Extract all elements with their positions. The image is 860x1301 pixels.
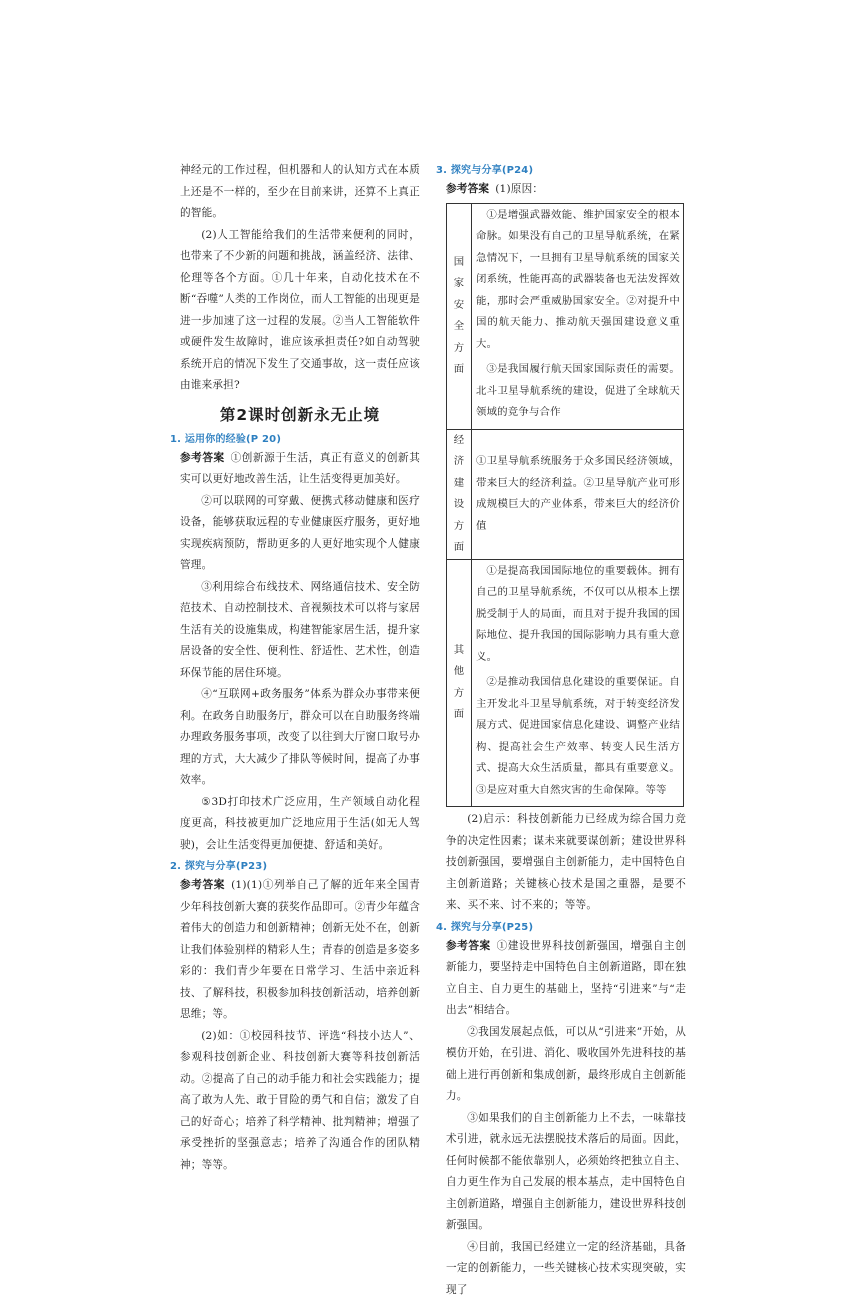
- row-text: ①是提高我国国际地位的重要载体。拥有自己的卫星导航系统，不仅可以从根本上摆脱受制于人的局面，而且对于提升我国的国际地位、提升我国的国际影响力具有重大意义。: [476, 561, 680, 669]
- row-category: 经济建设方面: [447, 429, 472, 559]
- section-1-answer: [180, 448, 420, 491]
- section-1-para: ②可以联网的可穿戴、便携式移动健康和医疗设备，能够获取远程的专业健康医疗服务，更好地实现疾病预防，帮助更多的人更好地实现个人健康管理。: [180, 491, 420, 577]
- answer-label: 参考答案: [180, 879, 225, 891]
- row-text: ③是我国履行航天国家国际责任的需要。北斗卫星导航系统的建设，促进了全球航天领域的竞争与合作: [476, 359, 680, 424]
- section-1-para: ④“互联网+政务服务”体系为群众办事带来便利。在政务自助服务厅，群众可以在自助服务终端办理政务服务事项，改变了以往到大厅窗口取号办理的方式，大大减少了排队等候时间，提高了办事效率。: [180, 684, 420, 792]
- section-1-heading: 1. 运用你的经验(P 20): [170, 431, 420, 448]
- section-2-answer: [180, 875, 420, 1026]
- section-4-para: ③如果我们的自主创新能力上不去，一味靠技术引进，就永远无法摆脱技术落后的局面。因此，任何时候都不能依靠别人，必须始终把独立自主、自力更生作为自己发展的根本基点，走中国特色自主创新道路，增强自主创新能力，建设世界科技创新强国。: [446, 1108, 686, 1237]
- section-1-para: ⑤3D打印技术广泛应用，生产领域自动化程度更高，科技被更加广泛地应用于生活(如无人驾驶)，会让生活变得更加便捷、舒适和美好。: [180, 792, 420, 857]
- answer-text: (1)(1)①列举自己了解的近年来全国青少年科技创新大赛的获奖作品即可。②青少年蕴含着伟大的创造力和创新精神；创新无处不在，创新让我们体验别样的精彩人生；青春的创造是多姿多彩的：我们青少年要在日常学习、生活中亲近科技、了解科技，积极参加科技创新活动，培养创新思维；等。: [180, 879, 420, 1020]
- lesson-title: 第2课时创新永无止境: [180, 403, 420, 427]
- paragraph-2: (2)人工智能给我们的生活带来便利的同时，也带来了不少新的问题和挑战，涵盖经济、法律、伦理等各个方面。①几十年来，自动化技术在不断“吞噬”人类的工作岗位，而人工智能的出现更是进一步加速了这一过程的发展。②当人工智能软件或硬件发生故障时，谁应该承担责任?如自动驾驶系统开启的情况下发生了交通事故，这一责任应该由谁来承担?: [180, 225, 420, 397]
- section-3-heading: 3. 探究与分享(P24): [436, 162, 686, 179]
- answer-text: ①建设世界科技创新强国，增强自主创新能力，要坚持走中国特色自主创新道路，即在独立自主、自力更生的基础上，坚持“引进来”与“走出去”相结合。: [446, 940, 686, 1017]
- answer-text: ①创新源于生活，真正有意义的创新其实可以更好地改善生活，让生活变得更加美好。: [180, 452, 420, 486]
- left-column: [180, 160, 420, 1176]
- section-4-para: ②我国发展起点低，可以从“引进来”开始，从模仿开始，在引进、消化、吸收国外先进科技的基础上进行再创新和集成创新，最终形成自主创新能力。: [446, 1022, 686, 1108]
- table-row: [447, 559, 684, 807]
- answer-label: 参考答案: [180, 452, 225, 464]
- row-body: [472, 559, 684, 807]
- row-text: ②是推动我国信息化建设的重要保证。自主开发北斗卫星导航系统，对于转变经济发展方式、促进国家信息化建设、调整产业结构、提高社会生产效率、转变人民生活方式、提高大众生活质量，都具有重要意义。③是应对重大自然灾害的生命保障。等等: [476, 672, 680, 801]
- section-3-answer: [446, 179, 686, 201]
- section-4-heading: 4. 探究与分享(P25): [436, 919, 686, 936]
- section-4-answer: [446, 936, 686, 1022]
- reasons-table: [446, 203, 684, 808]
- answer-intro: (1)原因：: [495, 183, 543, 195]
- section-4-para: ④目前，我国已经建立一定的经济基础，具备一定的创新能力，一些关键核心技术实现突破，实现了: [446, 1237, 686, 1301]
- table-row: [447, 429, 684, 559]
- row-body: [472, 429, 684, 559]
- row-category: 国家安全方面: [447, 203, 472, 429]
- row-text: ①卫星导航系统服务于众多国民经济领域，带来巨大的经济利益。②卫星导航产业可形成规模巨大的产业体系，带来巨大的经济价值: [476, 451, 680, 537]
- table-row: [447, 203, 684, 429]
- continued-paragraph: 神经元的工作过程，但机器和人的认知方式在本质上还是不一样的，至少在目前来讲，还算不上真正的智能。: [180, 160, 420, 225]
- section-1-para: ③利用综合布线技术、网络通信技术、安全防范技术、自动控制技术、音视频技术可以将与家居生活有关的设施集成，构建智能家居生活，提升家居设备的安全性、便利性、舒适性、艺术性，创造环保节能的居住环境。: [180, 577, 420, 685]
- row-category: 其他方面: [447, 559, 472, 807]
- answer-label: 参考答案: [446, 940, 491, 952]
- row-text: ①是增强武器效能、维护国家安全的根本命脉。如果没有自己的卫星导航系统，在紧急情况下，一旦拥有卫星导航系统的国家关闭系统，性能再高的武器装备也无法发挥效能，那时会严重威胁国家安全。②对提升中国的航天能力、推动航天强国建设意义重大。: [476, 205, 680, 356]
- section-3-after-table: (2)启示：科技创新能力已经成为综合国力竞争的决定性因素；谋未来就要谋创新；建设世界科技创新强国，要增强自主创新能力，走中国特色自主创新道路；关键核心技术是国之重器，是要不来、买不来、讨不来的；等等。: [446, 809, 686, 917]
- right-column: [446, 160, 686, 1301]
- section-2-heading: 2. 探究与分享(P23): [170, 858, 420, 875]
- row-body: [472, 203, 684, 429]
- answer-label: 参考答案: [446, 183, 489, 195]
- section-2-para: (2)如：①校园科技节、评选“科技小达人”、参观科技创新企业、科技创新大赛等科技创新活动。②提高了自己的动手能力和社会实践能力；提高了敢为人先、敢于冒险的勇气和自信；激发了自己的好奇心；培养了科学精神、批判精神；增强了承受挫折的坚强意志；培养了沟通合作的团队精神；等等。: [180, 1026, 420, 1177]
